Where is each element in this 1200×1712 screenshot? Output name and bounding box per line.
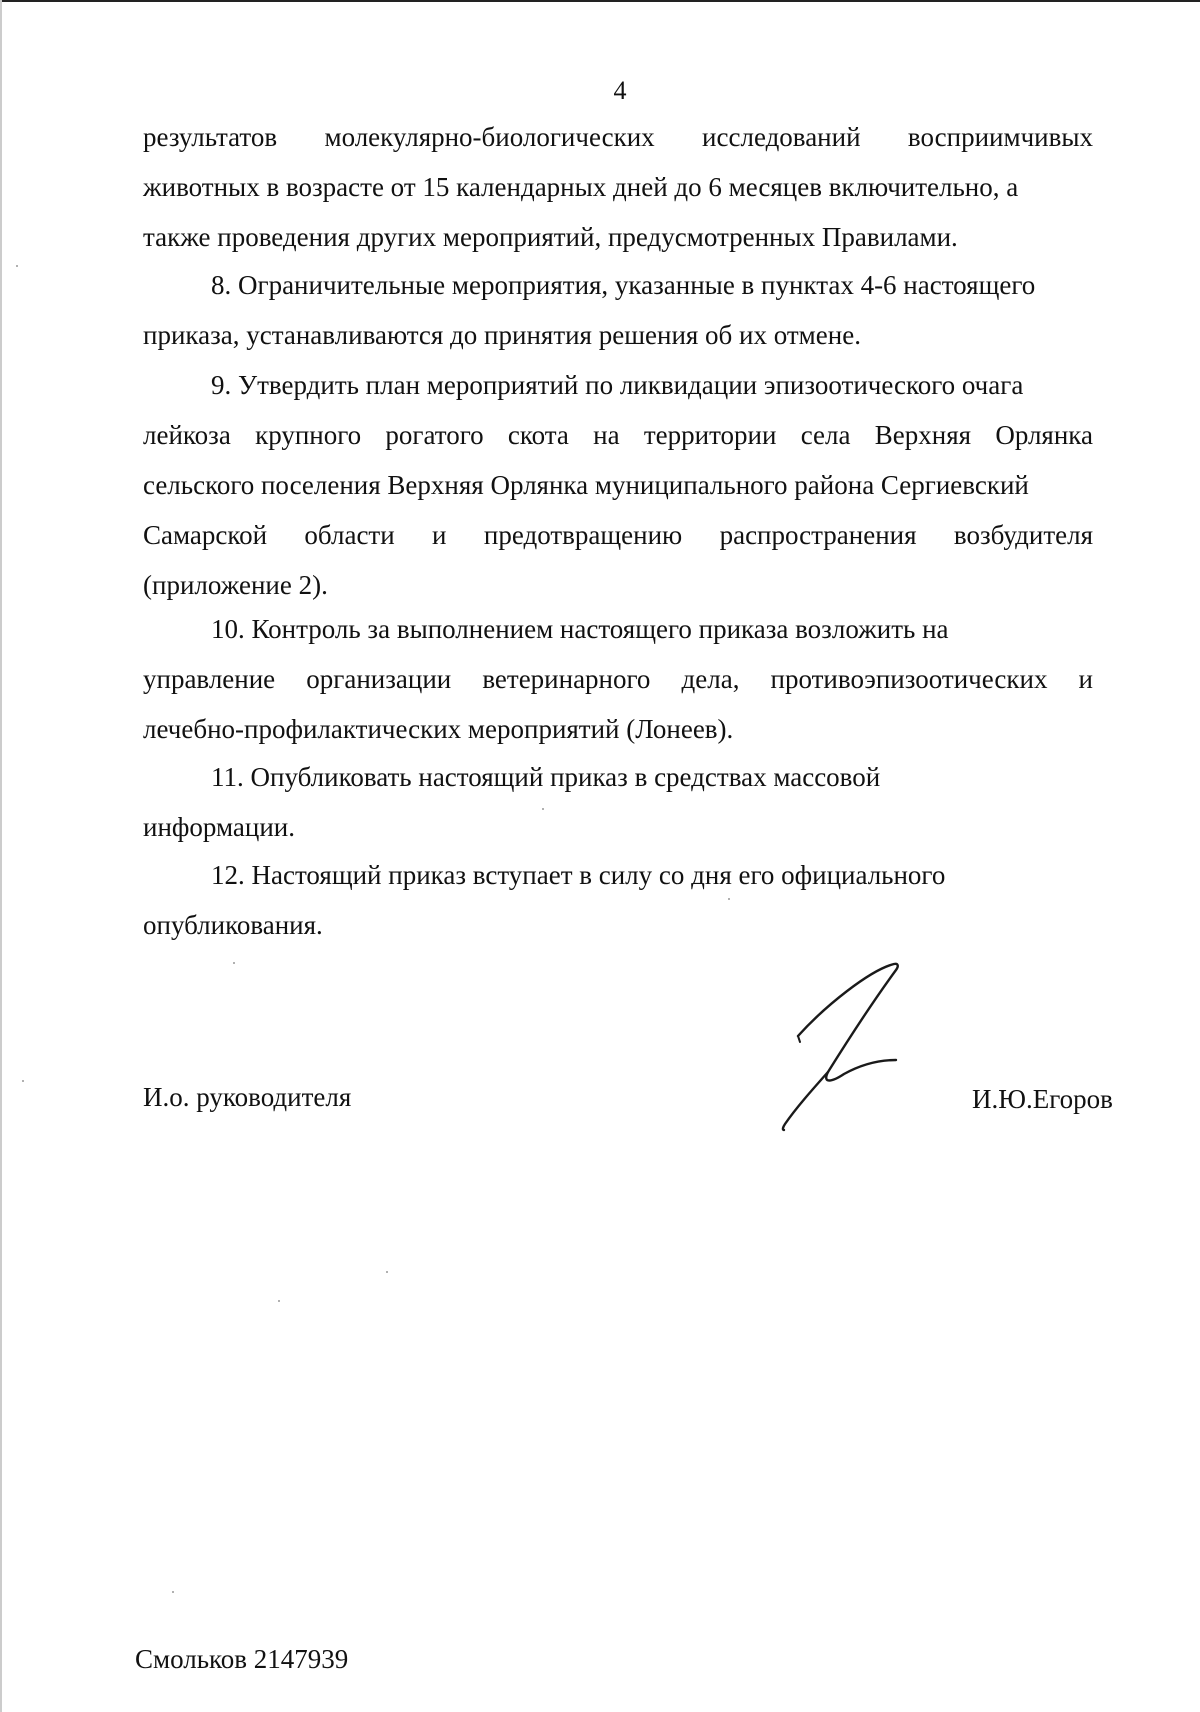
text-line: также проведения других мероприятий, предусмотренных Правилами. <box>143 222 958 252</box>
item-11-paragraph <box>143 752 1093 852</box>
text-line: приказа, устанавливаются до принятия решения об их отмене. <box>143 320 861 350</box>
page-number: 4 <box>613 76 627 105</box>
executor-note: Смольков 2147939 <box>135 1644 349 1674</box>
text-line: животных в возрасте от 15 календарных дней до 6 месяцев включительно, а <box>143 172 1019 202</box>
text-line: 10. Контроль за выполнением настоящего приказа возложить на <box>211 614 949 644</box>
text-line: результатов молекулярно-биологических исследований восприимчивых <box>143 122 1093 152</box>
scan-speck <box>386 1271 388 1273</box>
item-12-paragraph <box>143 850 1093 950</box>
scan-speck <box>728 898 730 900</box>
scan-speck <box>16 265 18 267</box>
text-line: Самарской области и предотвращению распространения возбудителя <box>143 520 1093 550</box>
handwritten-signature <box>770 960 960 1150</box>
item-8-paragraph <box>143 260 1093 360</box>
text-line: информации. <box>143 812 295 842</box>
continuation-paragraph <box>143 112 1093 262</box>
text-line: управление организации ветеринарного дела, противоэпизоотических и <box>143 664 1093 694</box>
scan-edge-top <box>0 0 1200 2</box>
text-line: 12. Настоящий приказ вступает в силу со дня его официального <box>211 860 946 890</box>
scan-edge-left <box>0 0 2 1712</box>
scan-speck <box>542 808 544 810</box>
text-line: 9. Утвердить план мероприятий по ликвидации эпизоотического очага <box>211 370 1024 400</box>
scan-speck <box>233 962 235 964</box>
text-line: сельского поселения Верхняя Орлянка муниципального района Сергиевский <box>143 470 1029 500</box>
item-9-paragraph <box>143 360 1093 610</box>
item-10-paragraph <box>143 604 1093 754</box>
text-line: лечебно-профилактических мероприятий (Лонеев). <box>143 714 734 744</box>
text-line: лейкоза крупного рогатого скота на территории села Верхняя Орлянка <box>143 420 1093 450</box>
text-line: (приложение 2). <box>143 570 328 600</box>
signatory-name: И.Ю.Егоров <box>972 1084 1113 1114</box>
text-line: опубликования. <box>143 910 323 940</box>
signatory-position: И.о. руководителя <box>143 1082 352 1112</box>
scan-speck <box>172 1591 174 1593</box>
text-line: 8. Ограничительные мероприятия, указанные в пунктах 4-6 настоящего <box>211 270 1036 300</box>
scan-speck <box>22 1080 24 1082</box>
scan-speck <box>278 1300 280 1302</box>
text-line: 11. Опубликовать настоящий приказ в средствах массовой <box>211 762 881 792</box>
